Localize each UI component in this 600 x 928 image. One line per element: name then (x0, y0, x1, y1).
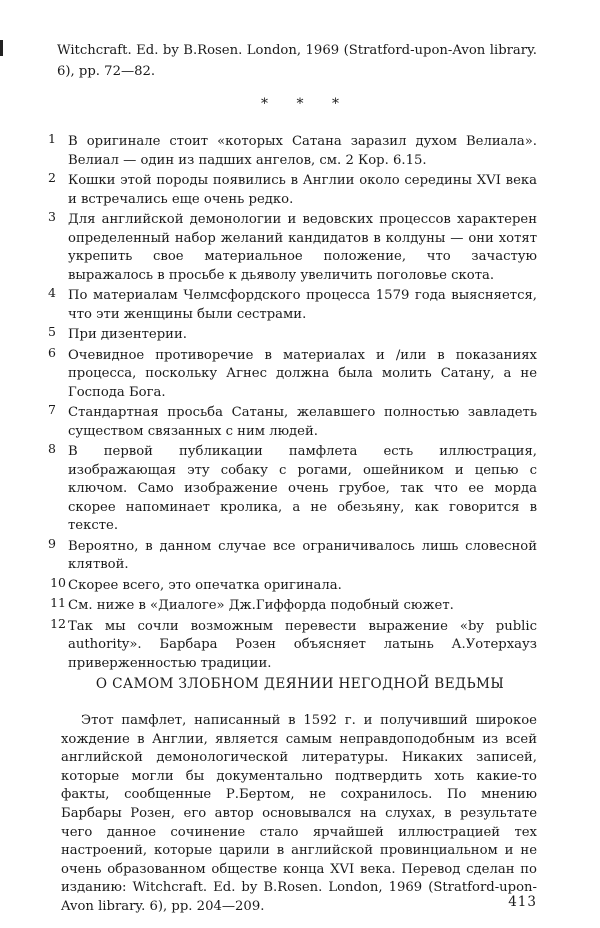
endnotes-list (42, 133, 537, 675)
endnote (42, 172, 537, 209)
endnote (42, 615, 537, 674)
endnote (42, 535, 537, 575)
endnote-text: По материалам Челмсфордского процесса 1579 года выясняется, что эти женщины были сестрами. (68, 288, 537, 322)
endnote-number: 2 (48, 170, 56, 185)
endnote-text: Вероятно, в данном случае все ограничивалось лишь словесной клятвой. (68, 538, 537, 572)
endnote (42, 287, 537, 324)
page-number: 413 (508, 894, 537, 910)
endnote-number: 5 (48, 324, 56, 339)
endnote-text: В первой публикации памфлета есть иллюстрация, изображающая эту собаку с рогами, ошейником и цепью с ключом. Само изображение очень грубое, так что ее морда скорее напоминает кролика, а не обезьяну, как говорится в тексте. (68, 444, 537, 533)
endnote-number: 6 (48, 344, 56, 360)
endnote-number: 7 (48, 402, 56, 417)
endnote (42, 404, 537, 441)
endnote-number: 10 (50, 574, 66, 590)
endnote-text: При дизентерии. (68, 327, 187, 342)
endnote-text: Кошки этой породы появились в Англии около середины XVI века и встречались еще очень редко. (68, 173, 537, 207)
endnote-number: 3 (48, 209, 56, 224)
section-body-text: Этот памфлет, написанный в 1592 г. и получивший широкое хождение в Англии, является самым неправдоподобным из всей английской демонологической литературы. Никаких записей, которые могли бы документально подтвердить хоть какие-то факты, сообщенные Р.Бертом, не сохранилось. По мнению Барбары Розен, его автор основывался на слухах, в результате чего данное сочинение стало ярчайшей иллюстрацией тех настроений, которые царили в английской провинциальном и не очень образованном обществе конца XVI века. Перевод сделан по изданию: Witchcraft. Ed. by B.Rosen. London, 1969 (Stratford-upon-Avon library. 6), pp. 204—209. (61, 713, 537, 914)
endnote (42, 574, 537, 596)
endnote-number: 8 (48, 441, 56, 456)
endnote (42, 211, 537, 285)
endnote (42, 344, 537, 403)
endnote-number: 11 (50, 595, 66, 610)
endnote-text: В оригинале стоит «которых Сатана заразил духом Велиала». Велиал — один из падших ангелов, см. 2 Кор. 6.15. (68, 134, 537, 168)
endnote-number: 9 (48, 535, 56, 551)
endnote (42, 443, 537, 536)
endnote-number: 1 (48, 131, 56, 146)
endnote-number: 12 (50, 615, 66, 631)
endnote-text: Для английской демонологии и ведовских процессов характерен определенный набор желаний кандидатов в колдуны — они хотят укрепить свое материальное положение, что зачастую выражалось в просьбе к дьяволу увеличить поголовье скота. (68, 212, 537, 283)
intro-reference: Witchcraft. Ed. by B.Rosen. London, 1969 (Stratford-upon-Avon library. 6), pp. 72—82. (57, 43, 537, 79)
endnote-text: См. ниже в «Диалоге» Дж.Гиффорда подобный сюжет. (68, 598, 454, 613)
endnote-text: Очевидное противоречие в материалах и /или в показаниях процесса, поскольку Агнес должна была молить Сатану, а не Господа Бога. (68, 347, 537, 400)
endnote-text: Так мы сочли возможным перевести выражение «by public authority». Барбара Розен объясняет латынь А.Уотерхауз приверженностью традиции. (68, 618, 537, 671)
endnote (42, 326, 537, 345)
section-separator: * * * (261, 96, 351, 112)
endnote-text: Скорее всего, это опечатка оригинала. (68, 577, 342, 593)
section-title: О САМОМ ЗЛОБНОМ ДЕЯНИИ НЕГОДНОЙ ВЕДЬМЫ (95, 676, 505, 692)
endnote (42, 133, 537, 170)
endnote-text: Стандартная просьба Сатаны, желавшего полностью завладеть существом связанных с ним людей. (68, 405, 537, 439)
endnote-number: 4 (48, 285, 56, 300)
endnote (42, 597, 537, 616)
scan-edge-mark (0, 40, 3, 56)
